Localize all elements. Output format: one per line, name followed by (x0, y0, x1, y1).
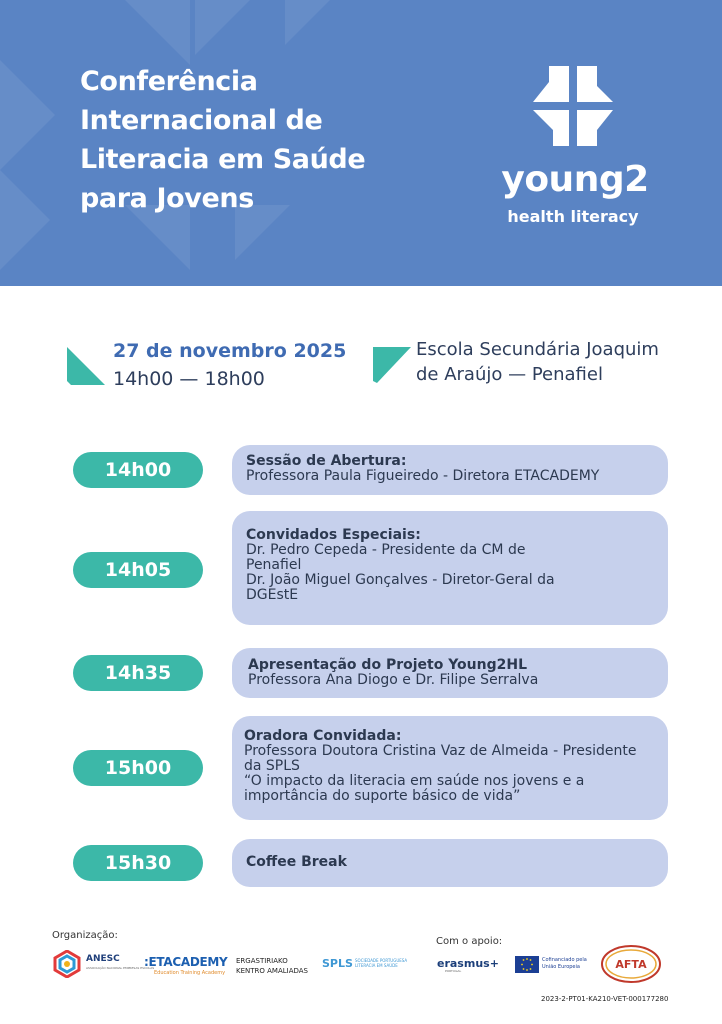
spls-logo-subtext (355, 958, 407, 968)
schedule-item-line: Professora Paula Figueiredo - Diretora ETACADEMY (246, 468, 600, 484)
schedule-time-pill: 14h00 (73, 452, 203, 488)
young2-logo-icon (533, 66, 613, 146)
schedule-card-project (232, 648, 668, 698)
venue-triangle-icon (373, 345, 413, 385)
eu-cofunded-text (542, 957, 587, 971)
schedule-card-coffee-break (232, 839, 668, 887)
conference-title (80, 62, 420, 218)
schedule-item-title: Oradora Convidada: (244, 728, 402, 744)
erasmus-logo-subtext: PORTUGAL (445, 969, 462, 973)
schedule-item-line: DGEstE (246, 587, 299, 603)
schedule-item-line: Professora Ana Diogo e Dr. Filipe Serralva (248, 672, 539, 688)
anesc-logo-subtext: ASSOCIAÇÃO NACIONAL EMPRESAS ESCOLAS (86, 966, 155, 970)
schedule-item-title: Coffee Break (246, 854, 347, 870)
schedule-card-speaker (232, 716, 668, 820)
date-triangle-icon (67, 347, 107, 387)
eu-line-2: União Europeia (542, 964, 580, 970)
schedule-item-title: Apresentação do Projeto Young2HL (248, 657, 528, 673)
schedule-item-line: Professora Doutora Cristina Vaz de Almeida - Presidente (244, 743, 637, 759)
ergastiriako-logo-text (236, 956, 308, 976)
ergastiriako-line-2: KENTRO AMALIADAS (236, 967, 308, 975)
schedule-item-title: Convidados Especiais: (246, 527, 421, 543)
afta-logo-icon (600, 944, 662, 984)
event-date: 27 de novembro 2025 (113, 340, 347, 362)
logo-wordmark: young2 (501, 159, 649, 200)
event-venue (416, 337, 686, 387)
spls-logo-text: SPLS (322, 957, 353, 970)
organization-label: Organização: (52, 930, 118, 941)
event-time: 14h00 — 18h00 (113, 368, 265, 390)
spls-sub-line-2: LITERACIA EM SAÚDE (355, 963, 398, 968)
ergastiriako-line-1: ERGASTIRIAKO (236, 957, 288, 965)
afta-logo-text: AFTA (615, 958, 647, 971)
support-label: Com o apoio: (436, 936, 503, 947)
eu-flag-icon (515, 956, 539, 973)
schedule-time-pill: 15h00 (73, 750, 203, 786)
schedule-card-guests (232, 511, 668, 625)
title-line-2: Internacional de (80, 105, 323, 136)
schedule-item-line: Penafiel (246, 557, 302, 573)
title-line-1: Conferência (80, 66, 258, 97)
title-line-4: para Jovens (80, 183, 254, 214)
schedule-time-pill: 15h30 (73, 845, 203, 881)
schedule-item-line: “O impacto da literacia em saúde nos jovens e a (244, 773, 585, 789)
title-line-3: Literacia em Saúde (80, 144, 366, 175)
logo-subtitle: health literacy (507, 207, 639, 226)
schedule-item-line: importância do suporte básico de vida” (244, 788, 521, 804)
schedule-item-title: Sessão de Abertura: (246, 453, 407, 469)
erasmus-logo-text: erasmus+ (437, 957, 499, 970)
anesc-logo-icon (53, 950, 81, 978)
schedule-item-line: Dr. Pedro Cepeda - Presidente da CM de (246, 542, 526, 558)
etacademy-logo-text: :ETACADEMY (144, 955, 228, 969)
project-code: 2023-2-PT01-KA210-VET-000177280 (541, 995, 669, 1003)
header-banner (0, 0, 722, 286)
schedule-time-pill: 14h05 (73, 552, 203, 588)
schedule-item-line: da SPLS (244, 758, 300, 774)
venue-line-1: Escola Secundária Joaquim (416, 339, 659, 360)
venue-line-2: de Araújo — Penafiel (416, 364, 603, 385)
anesc-logo-text: ANESC (86, 954, 120, 964)
schedule-time-pill: 14h35 (73, 655, 203, 691)
etacademy-logo-subtext: Education Training Academy (154, 970, 226, 976)
eu-line-1: Cofinanciado pela (542, 957, 587, 963)
spls-sub-line-1: SOCIEDADE PORTUGUESA (355, 958, 408, 963)
schedule-item-line: Dr. João Miguel Gonçalves - Diretor-Geral da (246, 572, 555, 588)
schedule-card-opening (232, 445, 668, 495)
